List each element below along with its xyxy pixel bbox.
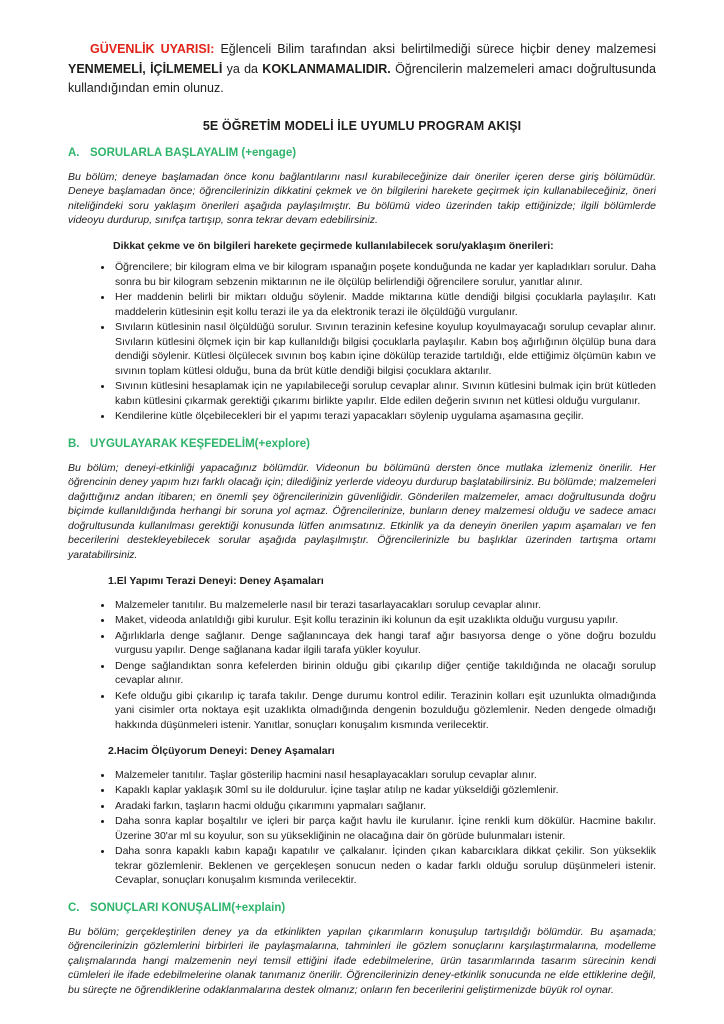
safety-warning	[68, 40, 656, 99]
section-c-heading-label: SONUÇLARI KONUŞALIM(+explain)	[90, 901, 286, 914]
bullet-item: • Kendilerine kütle ölçebilecekleri bir el yapımı terazi yapacakları söylenip uygulama aşamasına geçilir.	[113, 409, 656, 424]
bullet-item: • Kefe olduğu gibi çıkarılıp iç tarafa takılır. Denge durumu kontrol edilir. Terazinin kolları eşit uzunlukta olmadığında yani cisimler orta noktaya eşit uzaklıkta olmadığında dengenin bozulduğu gözlemlenir. Neden dengede olmadığı hakkında düşünmeleri istenir. Yanıtlar, sonuçları konuşalım kısmında verilecektir.	[113, 689, 656, 733]
section-c-heading	[68, 902, 656, 914]
section-a-heading-label: SORULARLA BAŞLAYALIM (+engage)	[90, 146, 297, 159]
section-a-letter: A.	[68, 146, 80, 159]
safety-warning-text-3: Öğrencilerin malzemeleri amacı doğrultusunda kullandığından emin olunuz.	[68, 61, 656, 95]
experiment-1-title: 1.El Yapımı Terazi Deneyi: Deney Aşamaları	[108, 575, 324, 587]
section-b-heading	[68, 438, 656, 450]
section-a-subheading: Dikkat çekme ve ön bilgileri harekete geçirmede kullanılabilecek soru/yaklaşım önerileri:	[113, 239, 554, 252]
document-title: 5E ÖĞRETİM MODELİ İLE UYUMLU PROGRAM AKIŞI	[202, 118, 522, 133]
bullet-item: • Daha sonra kapaklı kabın kapağı kapatılır ve çalkalanır. İçinden çıkan kabarcıklara dikkat çekilir. Son yükseklik tekrar gözlemlenir. Beklenen ve gerçekleşen sonucun neden o kadar farklı olduğu sorulup düşünmeleri istenir. Cevaplar, sonuçları konuşalım kısmında verilecektir.	[113, 844, 656, 888]
section-a-heading	[68, 147, 656, 159]
safety-warning-emphasis-2: KOKLANMAMALIDIR.	[262, 61, 391, 76]
experiment-2-title: 2.Hacim Ölçüyorum Deneyi: Deney Aşamaları	[108, 745, 335, 757]
section-a-intro: Bu bölüm; deneye başlamadan önce konu bağlantılarını nasıl kurabileceğinize dair öneriler içeren derse giriş bölümüdür. Deneye başlamadan önce; öğrencilerinizin dikkatini çekmek ve ön bilgilerini harekete geçirmek için kullanabileceğiniz, öneri niteliğindeki soru yaklaşım önerileri aşağıda paylaşılmıştır. Bu bölümü video üzerinden takip ettiğinizde; ilgili bölümlerde videoyu durdurup, sınıfça tartışıp, sonra tekrar devam edebilirsiniz.	[68, 170, 656, 226]
section-c-letter: C.	[68, 901, 80, 914]
bullet-item: • Her maddenin belirli bir miktarı olduğu söylenir. Madde miktarına kütle dendiği bilgisi çocuklarla paylaşılır. Katı maddelerin kütlesinin eşit kollu terazi ile ya da elektronik terazi ile ölçüldüğü vurgulanır.	[113, 290, 656, 319]
bullet-item: • Maket, videoda anlatıldığı gibi kurulur. Eşit kollu terazinin iki kolunun da eşit uzaklıkta olduğu vurgusu yapılır.	[113, 613, 656, 628]
experiment-2-bullet-list	[68, 768, 656, 888]
bullet-item: • Öğrencilere; bir kilogram elma ve bir kilogram ıspanağın poşete konduğunda ne kadar yer kapladıkları sorulur. Daha sonra bu bir kilogram sebzenin miktarının ne ile ölçülüp belirlendiği öğrencilere sorulur, yanıtlar alınır.	[113, 260, 656, 289]
bullet-item: • Daha sonra kaplar boşaltılır ve içleri bir parça kağıt havlu ile kurulanır. İçine renkli kum dökülür. Hacmine bakılır. Üzerine 30'ar ml su koyulur, son su yüksekliğinin ne olacağına dair ön görüde bulunmaları istenir.	[113, 814, 656, 843]
bullet-item: • Malzemeler tanıtılır. Taşlar gösterilip hacmini nasıl hesaplayacakları sorulup cevaplar alınır.	[113, 768, 656, 783]
bullet-item: • Malzemeler tanıtılır. Bu malzemelerle nasıl bir terazi tasarlayacakları sorulup cevaplar alınır.	[113, 598, 656, 613]
section-b-heading-label: UYGULAYARAK KEŞFEDELİM(+explore)	[90, 437, 310, 450]
experiment-1-bullet-list	[68, 598, 656, 733]
bullet-item: • Kapaklı kaplar yaklaşık 30ml su ile doldurulur. İçine taşlar atılıp ne kadar yükseldiği gözlemlenir.	[113, 783, 656, 798]
section-b-letter: B.	[68, 437, 80, 450]
bullet-item: • Denge sağlandıktan sonra kefelerden birinin olduğu gibi çıkarılıp diğer çentiğe takıldığında ne olacağı sorulup cevaplar alınır.	[113, 659, 656, 688]
section-c-intro: Bu bölüm; gerçekleştirilen deney ya da etkinlikten yapılan çıkarımların konuşulup tartışıldığı bölümdür. Bu aşamada; öğrencilerinizin gözlemlerini birbirleri ile paylaşmalarına, tahminleri ile gözlem sonuçlarını karşılaştırmalarına, modelleme çalışmalarında hangi malzemenin neyi temsil ettiğini ifade edebilmelerine, ürün tasarımlarında tasarım sürecinin kendi cümleleri ile ifade edebilmelerine olanak tanımanız önerilir. Öğrencilerinizin deney-etkinlik sonucunda ne elde ettiklerine değil, bu süreçte ne öğrendiklerine odaklanmalarına destek olmanız; onların fen becerilerini geliştirmenizde büyük rol oynar.	[68, 925, 656, 996]
bullet-item: • Ağırlıklarla denge sağlanır. Denge sağlanıncaya dek hangi taraf ağır basıyorsa denge o yöne doğru bozuldu vurgusu yapılır. Denge sağlanana kadar ilgili tarafa yükler koyulur.	[113, 629, 656, 658]
safety-warning-text-2: ya da	[226, 61, 258, 76]
safety-warning-label: GÜVENLİK UYARISI:	[90, 42, 215, 56]
section-b-intro: Bu bölüm; deneyi-etkinliği yapacağınız bölümdür. Videonun bu bölümünü dersten önce mutlaka izlemeniz önerilir. Her öğrencinin deney yapım hızı farklı olacağı için; dilediğiniz yerlerde videoyu durdurup başlatabilirsiniz. Bu bölümde; malzemeleri dağıttığınız andan itibaren; en önemli şey öğrencilerinizin güvenliğidir. Gönderilen malzemeler, amacı doğrultusunda doğru biçimde kullanıldığında herhangi bir soruna yol açmaz. Öğrencilerinize, bunların deney malzemesi olduğu ve sadece amacı doğrultusunda kullanılması gerektiği konusunda lütfen anımsatınız. Etkinlik ya da deneyin önerilen yapım aşamaları ve fen becerilerini destekleyebilecek sorular aşağıda paylaşılmıştır. Öğrencilerinizle bu başlıklar üzerinden tartışma ortamı yaratabilirsiniz.	[68, 461, 656, 561]
safety-warning-emphasis-1: YENMEMELİ, İÇİLMEMELİ	[68, 61, 223, 76]
bullet-item: • Sıvıların kütlesinin nasıl ölçüldüğü sorulur. Sıvının terazinin kefesine koyulup koyulmayacağı sorulup cevaplar alınır. Sıvıların kütlesini ölçmek için bir kap kullanıldığı bilgisi çocuklarla paylaşılır. Kabın boş ağırlığının ölçülüp buna dara dendiği söylenir. Kütlesi ölçülecek sıvının boş kabın içine dökülüp terazide tartıldığı, elde ettiğimiz ölçümün kabın ve sıvının toplam kütlesi olduğu, buna da brüt kütle dendiği bilgisi çocuklara aktarılır.	[113, 320, 656, 378]
bullet-item: • Aradaki farkın, taşların hacmi olduğu çıkarımını yapmaları sağlanır.	[113, 799, 656, 814]
bullet-item: • Sıvının kütlesini hesaplamak için ne yapılabileceği sorulup cevaplar alınır. Sıvının kütlesini bulmak için brüt kütleden kabın kütlesini çıkarmak gerektiği çıkarımı birlikte yapılır. Elde edilen değerin sıvının net kütlesi olduğu vurgulanır.	[113, 379, 656, 408]
safety-warning-text-1: Eğlenceli Bilim tarafından aksi belirtilmediği sürece hiçbir deney malzemesi	[220, 42, 656, 56]
section-a-bullet-list	[68, 260, 656, 424]
